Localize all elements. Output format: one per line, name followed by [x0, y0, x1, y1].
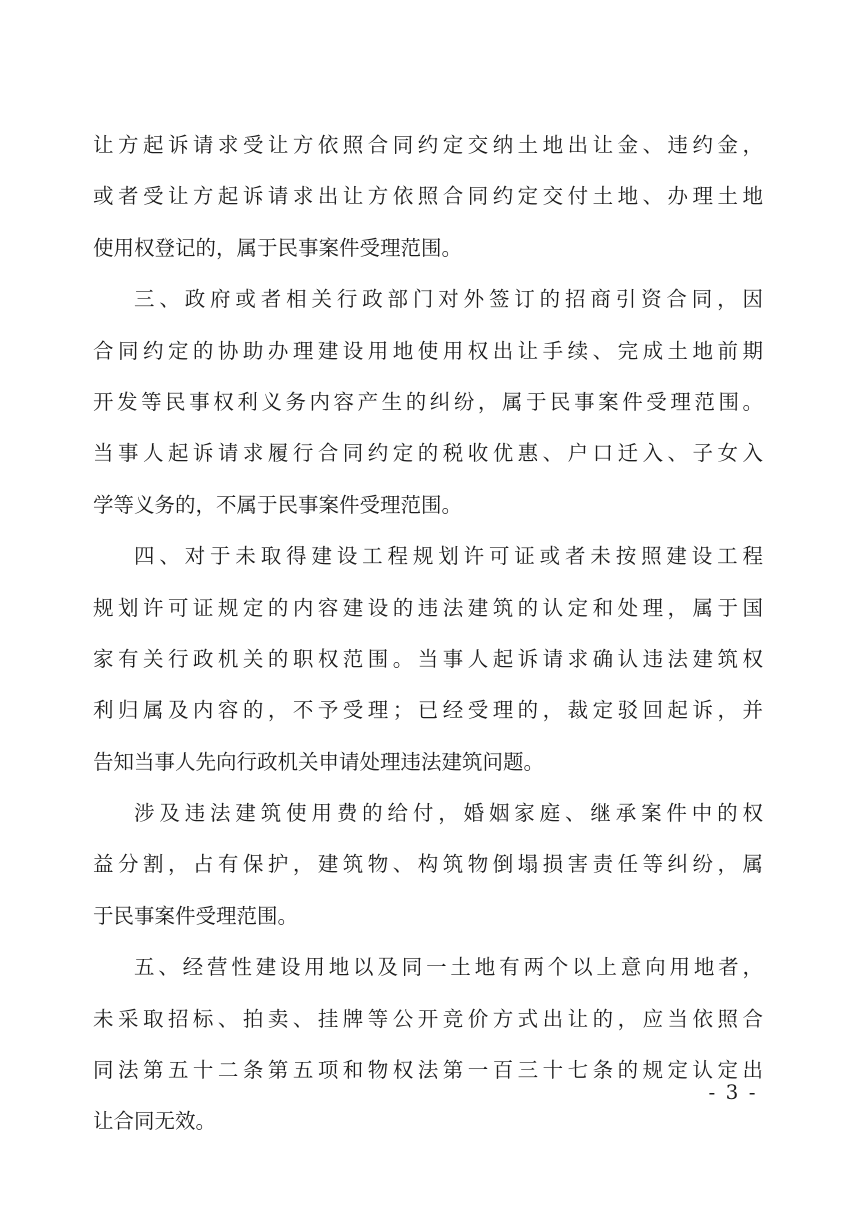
text-line: 开发等民事权利义务内容产生的纠纷，属于民事案件受理范围。: [93, 389, 763, 414]
text-line: 告知当事人先向行政机关申请处理违法建筑问题。: [93, 749, 544, 774]
text-line: 当事人起诉请求履行合同约定的税收优惠、户口迁入、子女入: [93, 441, 763, 466]
text-line: 使用权登记的，属于民事案件受理范围。: [93, 235, 462, 260]
text-line: 未采取招标、拍卖、挂牌等公开竞价方式出让的，应当依照合: [93, 1006, 763, 1031]
text-line: 学等义务的，不属于民事案件受理范围。: [93, 492, 462, 517]
text-line: 三、政府或者相关行政部门对外签订的招商引资合同，因: [134, 287, 763, 312]
text-line: 或者受让方起诉请求出让方依照合同约定交付土地、办理土地: [93, 184, 763, 209]
text-line: 涉及违法建筑使用费的给付，婚姻家庭、继承案件中的权: [134, 801, 763, 826]
text-line: 规划许可证规定的内容建设的违法建筑的认定和处理，属于国: [93, 595, 763, 620]
text-line: 五、经营性建设用地以及同一土地有两个以上意向用地者，: [134, 955, 763, 980]
text-line: 利归属及内容的，不予受理；已经受理的，裁定驳回起诉，并: [93, 698, 763, 723]
text-line: 同法第五十二条第五项和物权法第一百三十七条的规定认定出: [93, 1058, 763, 1083]
text-line: 于民事案件受理范围。: [93, 903, 298, 928]
text-line: 合同约定的协助办理建设用地使用权出让手续、完成土地前期: [93, 338, 763, 363]
text-line: 四、对于未取得建设工程规划许可证或者未按照建设工程: [134, 544, 763, 569]
page-number: - 3 -: [708, 1080, 758, 1104]
document-body: [93, 120, 763, 1148]
text-line: 益分割，占有保护，建筑物、构筑物倒塌损害责任等纠纷，属: [93, 852, 763, 877]
text-line: 让方起诉请求受让方依照合同约定交纳土地出让金、违约金，: [93, 133, 763, 157]
text-line: 家有关行政机关的职权范围。当事人起诉请求确认违法建筑权: [93, 646, 763, 671]
text-line: 让合同无效。: [93, 1109, 216, 1134]
